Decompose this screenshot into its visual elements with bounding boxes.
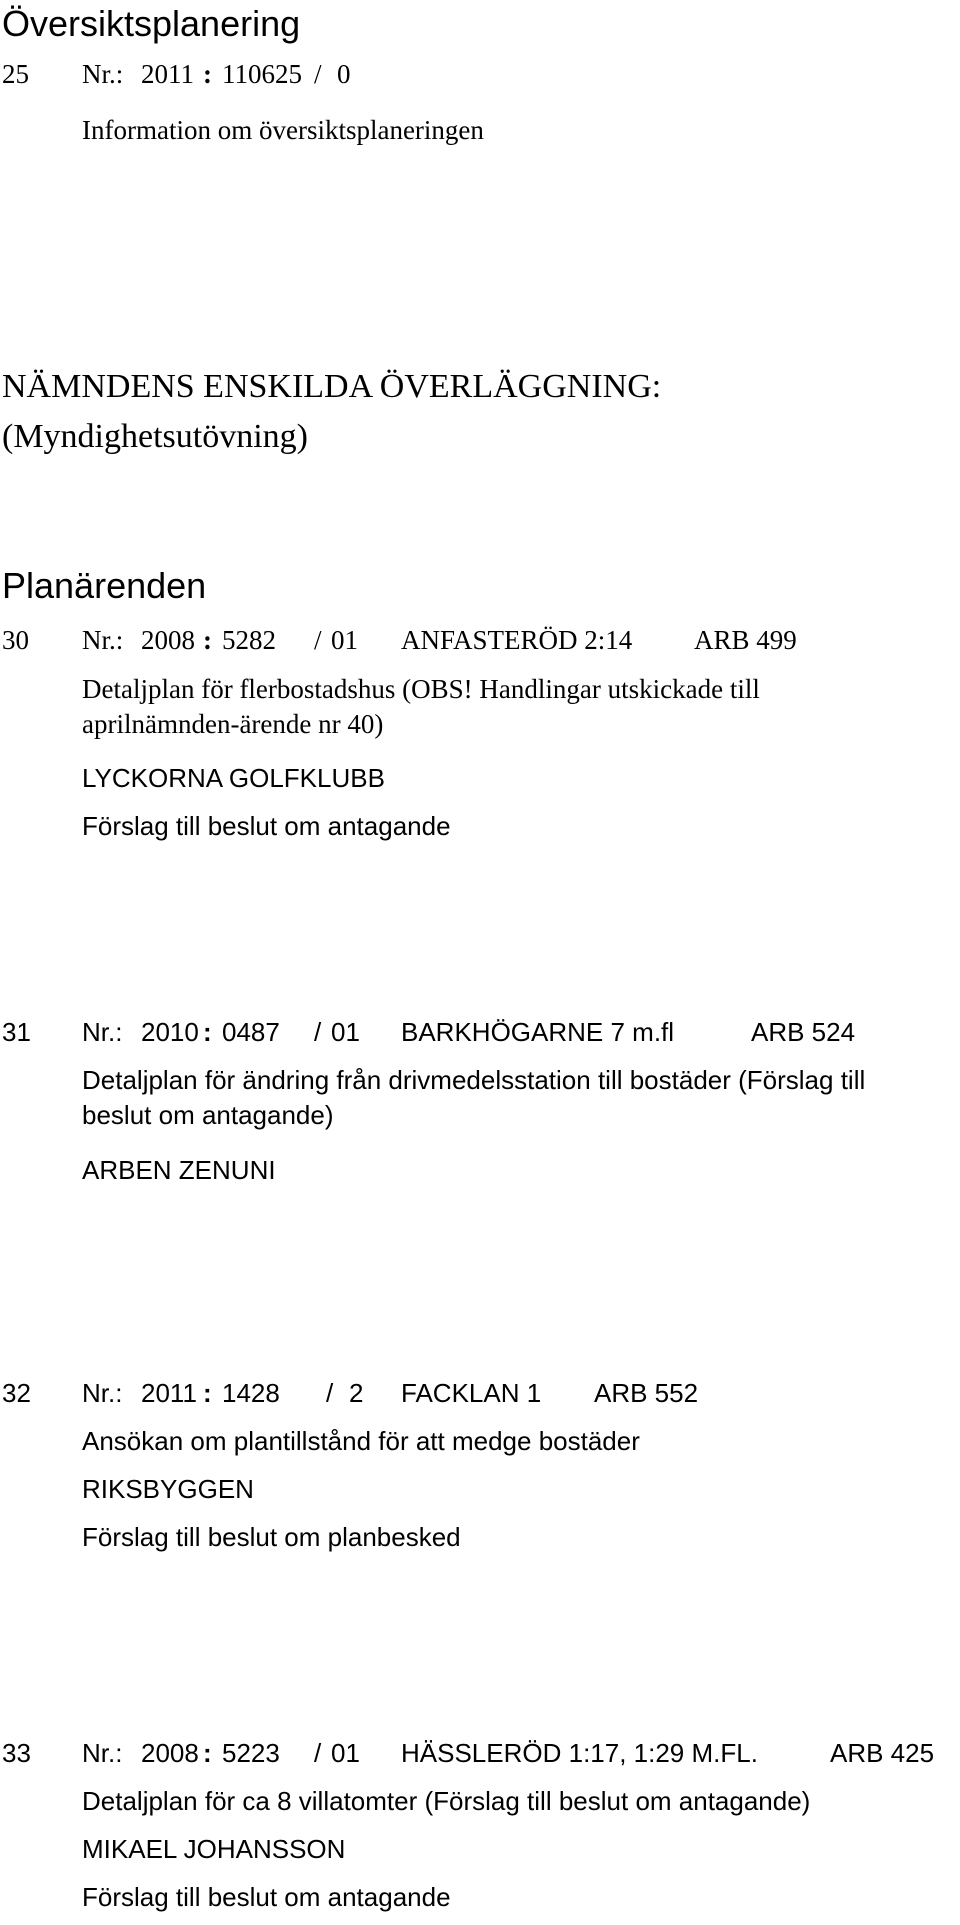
case-separator: :: [203, 1378, 212, 1408]
nr-label: Nr.:: [82, 625, 124, 655]
section-title-oversiktsplanering: Översiktsplanering: [2, 3, 301, 44]
case-arb: ARB 552: [594, 1378, 699, 1408]
case-applicant: ARBEN ZENUNI: [82, 1155, 276, 1185]
case-sub: 01: [331, 1017, 360, 1047]
case-slash: /: [314, 1017, 322, 1047]
nr-label: Nr.:: [82, 1738, 123, 1768]
case-arb: ARB 524: [751, 1017, 856, 1047]
case-number: 33: [2, 1738, 31, 1768]
case-description-line: aprilnämnden-ärende nr 40): [82, 709, 384, 739]
case-proposal: Förslag till beslut om planbesked: [82, 1522, 461, 1552]
case-id: 5223: [222, 1738, 280, 1768]
case-description-line: Detaljplan för flerbostadshus (OBS! Handlingar utskickade till: [82, 674, 760, 704]
nr-label: Nr.:: [82, 1017, 123, 1047]
case-applicant: RIKSBYGGEN: [82, 1474, 254, 1504]
case-id: 110625: [222, 59, 302, 89]
case-description: Detaljplan för ca 8 villatomter (Förslag till beslut om antagande): [82, 1786, 811, 1816]
nr-label: Nr.:: [82, 1378, 123, 1408]
case-description: [82, 1064, 865, 1131]
case-applicant: LYCKORNA GOLFKLUBB: [82, 763, 385, 793]
case-arb: ARB 425: [830, 1738, 935, 1768]
case-description-line: Detaljplan för ändring från drivmedelsstation till bostäder (Förslag till: [82, 1065, 866, 1095]
case-property: BARKHÖGARNE 7 m.fl: [401, 1017, 675, 1047]
case-number: 30: [2, 625, 29, 655]
case-year: 2011: [141, 1378, 197, 1408]
case-property: FACKLAN 1: [401, 1378, 542, 1408]
case-description: [82, 672, 960, 742]
case-year: 2008: [141, 625, 195, 655]
case-year: 2011: [141, 59, 194, 89]
case-description: Information om översiktsplaneringen: [82, 115, 484, 145]
nr-label: Nr.:: [82, 59, 124, 89]
case-slash: /: [314, 59, 322, 89]
case-separator: :: [203, 625, 212, 655]
case-proposal: Förslag till beslut om antagande: [82, 1882, 451, 1912]
case-separator: :: [203, 59, 212, 89]
case-slash: /: [314, 1738, 322, 1768]
case-sub: 01: [331, 625, 358, 655]
case-number: 32: [2, 1378, 31, 1408]
section-title-planarenden: Planärenden: [2, 565, 207, 606]
case-id: 5282: [222, 625, 276, 655]
section-subtitle-myndighet: (Myndighetsutövning): [2, 418, 308, 455]
case-sub: 01: [331, 1738, 360, 1768]
case-description: Ansökan om plantillstånd för att medge bostäder: [82, 1426, 640, 1456]
case-description-line: beslut om antagande): [82, 1100, 334, 1130]
case-slash: /: [314, 625, 322, 655]
case-id: 0487: [222, 1017, 280, 1047]
section-title-enskilda: NÄMNDENS ENSKILDA ÖVERLÄGGNING:: [2, 368, 662, 405]
case-sub: 2: [349, 1378, 364, 1408]
case-number: 31: [2, 1017, 31, 1047]
case-year: 2010: [141, 1017, 199, 1047]
case-separator: :: [203, 1017, 212, 1047]
case-arb: ARB 499: [694, 625, 797, 655]
case-separator: :: [203, 1738, 212, 1768]
case-year: 2008: [141, 1738, 199, 1768]
case-id: 1428: [222, 1378, 280, 1408]
case-property: ANFASTERÖD 2:14: [401, 625, 633, 655]
case-sub: 0: [337, 59, 351, 89]
case-applicant: MIKAEL JOHANSSON: [82, 1834, 346, 1864]
case-property: HÄSSLERÖD 1:17, 1:29 M.FL.: [401, 1738, 758, 1768]
case-number: 25: [2, 59, 29, 89]
case-slash: /: [326, 1378, 334, 1408]
case-proposal: Förslag till beslut om antagande: [82, 811, 451, 841]
